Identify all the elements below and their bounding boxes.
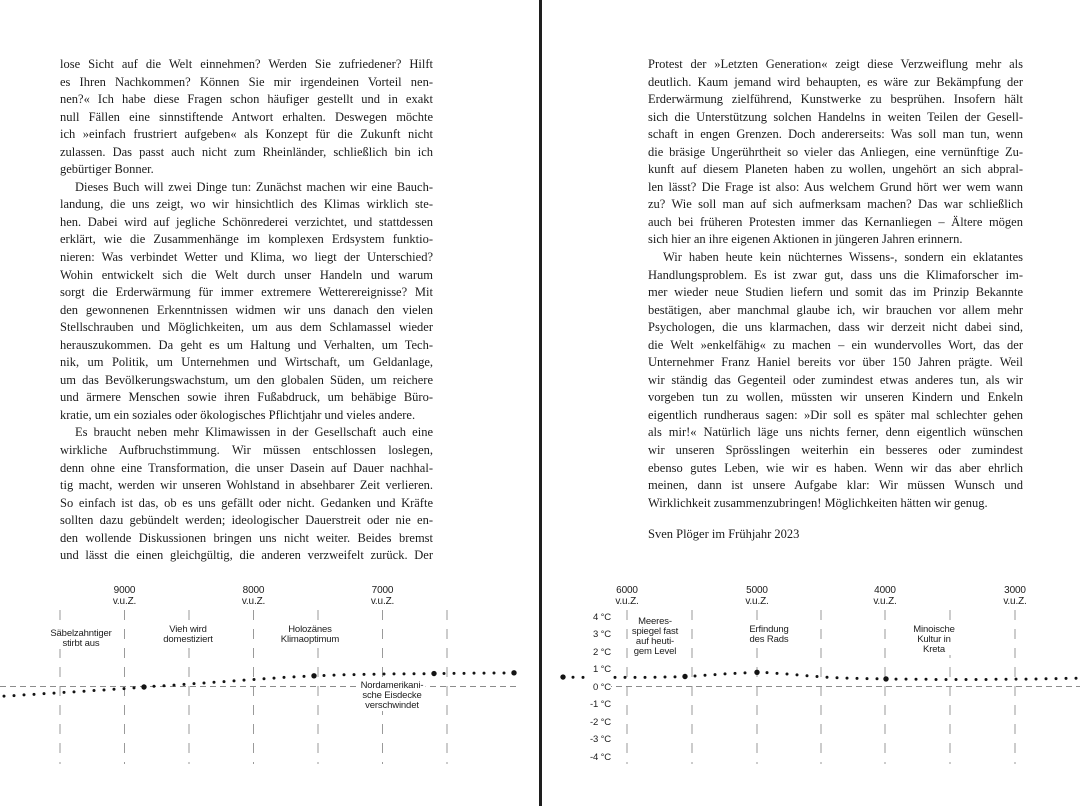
data-dot xyxy=(293,675,296,678)
data-dot xyxy=(766,671,769,674)
text-line: zu? Wie soll man auf sich aufmerksam machen? Das war schließlich xyxy=(648,197,1023,212)
data-dot xyxy=(63,691,66,694)
text-line: wir ständig das Gegenteil oder zumindest etwas anderes tun, als wir xyxy=(648,372,1023,387)
event-label-line: Vieh wird xyxy=(169,624,207,635)
data-dot xyxy=(343,673,346,676)
text-line: Erderwärmung zielführend, Kunstwerke zu besprühen. Insofern hält xyxy=(648,92,1023,107)
event-label-line: Meeres- xyxy=(638,616,672,627)
data-dot xyxy=(123,687,126,690)
data-dot xyxy=(503,672,506,675)
data-dot xyxy=(363,673,366,676)
data-dot xyxy=(1025,678,1028,681)
data-dot xyxy=(796,673,799,676)
event-label-line: domestiziert xyxy=(163,634,213,645)
data-dot xyxy=(173,684,176,687)
year-value: 7000 xyxy=(371,585,394,596)
text-line: deutlich. Kaum jemand wird behaupten, es wäre zur Bekämpfung der xyxy=(648,74,1023,89)
text-line: tig macht, werden wir unseren Wohlstand in absehbarer Zeit verlieren. xyxy=(60,478,433,493)
data-dot-highlight xyxy=(754,670,759,675)
text-line: Wirklichkeit zusammenzubringen! Möglichkeiten hätten wir genug. xyxy=(648,495,988,510)
text-line: Wir haben heute kein nüchternes Wissens-, sondern ein eklatantes xyxy=(663,250,1023,265)
data-dot xyxy=(786,673,789,676)
data-dot xyxy=(856,677,859,680)
data-dot xyxy=(133,686,136,689)
text-line: kratie, um ein soziales oder ökologisches Pflichtjahr und vieles andere. xyxy=(60,407,416,422)
data-dot xyxy=(113,688,116,691)
data-dot xyxy=(1075,677,1078,680)
data-dot xyxy=(43,692,46,695)
text-line: gebürtiger Bonner. xyxy=(60,162,154,177)
data-dot-highlight xyxy=(682,674,687,679)
text-line: null Fällen eine sinnstiftende Antwort erhalten. Deswegen möchte xyxy=(60,109,433,124)
data-dot xyxy=(915,678,918,681)
data-dot xyxy=(654,676,657,679)
data-dot xyxy=(23,693,26,696)
data-dot xyxy=(714,673,717,676)
text-line: die bräsige Ungerührtheit so vieler das Anliegen, eine vernünftige Zu- xyxy=(648,144,1023,159)
text-line: herauszukommen. Da geht es um Haltung und Verhalten, um Tech- xyxy=(60,337,433,352)
temp-tick-label: 0 °C xyxy=(568,682,611,693)
data-dot xyxy=(975,678,978,681)
data-dot xyxy=(644,676,647,679)
text-line: auch bei früheren Protesten immer das Kernanliegen – Ältere mögen xyxy=(648,214,1023,229)
data-dot xyxy=(53,692,56,695)
data-dot xyxy=(955,678,958,681)
text-line: den wollende Diskussionen bringen uns nicht weiter. Beides bremst xyxy=(60,530,433,545)
year-value: 9000 xyxy=(113,585,136,596)
data-dot xyxy=(3,695,6,698)
text-line: Es braucht neben mehr Klimawissen in der Gesellschaft auch eine xyxy=(75,425,433,440)
data-dot xyxy=(473,672,476,675)
data-dot xyxy=(413,672,416,675)
temp-tick-label: 4 °C xyxy=(568,612,611,623)
year-value: 5000 xyxy=(746,585,768,596)
data-dot xyxy=(776,672,779,675)
text-line: Protest der »Letzten Generation« zeigt diese Verzweiflung mehr als xyxy=(648,57,1023,71)
data-dot-highlight xyxy=(141,684,146,689)
text-line: zulassen. Das passt auch nicht zum Rheinländer, schließlich bin ich xyxy=(60,144,433,159)
text-line: Sven Plöger im Frühjahr 2023 xyxy=(648,527,800,542)
data-dot xyxy=(704,674,707,677)
event-label-line: Holozänes xyxy=(288,624,332,635)
text-line: die Welt »enkelfähig« zu machen – ein wundervolles Wort, das der xyxy=(648,337,1023,352)
text-line: Stellschrauben und Möglichkeiten, um aus dem Schlamassel wieder xyxy=(60,320,433,335)
data-dot xyxy=(965,678,968,681)
text-line: So einfach ist das, ob es uns gefällt oder nicht. Gedanken und Kräfte xyxy=(60,495,433,510)
text-line: es Ihren Nachkommen? Können Sie mir irgendeinen Vorteil nen- xyxy=(60,74,433,89)
data-dot xyxy=(93,689,96,692)
data-dot xyxy=(664,676,667,679)
data-dot xyxy=(213,681,216,684)
year-value: 4000 xyxy=(874,585,896,596)
year-value: 6000 xyxy=(616,585,638,596)
data-dot xyxy=(333,674,336,677)
text-line: Psychologen, die uns klarmachen, dass wir derzeit nicht dabei sind, xyxy=(648,320,1023,335)
data-dot xyxy=(33,693,36,696)
text-line: len lässt? Die Frage ist also: Aus welchem Grund hört wer wem wann xyxy=(648,179,1023,194)
data-dot xyxy=(1045,677,1048,680)
data-dot xyxy=(734,672,737,675)
event-label-line: sche Eisdecke xyxy=(362,690,422,701)
text-line: ebenso gutes Leben, wie wir es haben. Wenn wir das aber ehrlich xyxy=(648,460,1023,475)
data-dot xyxy=(423,672,426,675)
data-dot xyxy=(193,682,196,685)
data-dot xyxy=(403,672,406,675)
event-label-line: Nordamerikani- xyxy=(360,680,424,691)
text-line: wirkliche Aufbruchstimmung. Wir müssen entschlossen loslegen, xyxy=(60,443,433,458)
temp-tick-label: 3 °C xyxy=(568,629,611,640)
data-dot xyxy=(846,677,849,680)
year-value: 3000 xyxy=(1004,585,1026,596)
text-line: denn ohne eine Transformation, die unser Dasein auf Dauer nachhal- xyxy=(60,460,433,475)
data-dot xyxy=(876,677,879,680)
year-unit: v.u.Z. xyxy=(112,595,137,607)
data-dot-highlight xyxy=(311,673,316,678)
data-dot xyxy=(493,672,496,675)
data-dot xyxy=(373,673,376,676)
data-dot xyxy=(724,672,727,675)
data-dot xyxy=(453,672,456,675)
data-dot xyxy=(353,673,356,676)
data-dot xyxy=(744,671,747,674)
event-label-line: Klimaoptimum xyxy=(280,634,340,645)
data-dot xyxy=(905,678,908,681)
text-line: Handlungsproblem. Es ist zwar gut, dass uns die Klimaforscher im- xyxy=(648,267,1023,282)
data-dot-highlight xyxy=(883,676,888,681)
data-dot xyxy=(582,676,585,679)
data-dot xyxy=(1035,677,1038,680)
text-line: und lässt die einen gleichgültig, die anderen verzweifelt zurück. Der xyxy=(60,548,433,563)
text-line: ich »einfach frustriert aufgeben« als Konzept für die Zukunft nicht xyxy=(60,127,433,142)
text-line: kunft auf diesem Planeten haben zu wollen, ungehört an sich abpral- xyxy=(648,162,1023,177)
event-label-line: Kreta xyxy=(923,644,945,655)
data-dot xyxy=(1005,678,1008,681)
text-line: nieren: Was verbindet Wetter und Klima, wo liegt der Unterschied? xyxy=(60,250,433,265)
data-dot-highlight xyxy=(560,674,565,679)
data-dot xyxy=(806,674,809,677)
text-line: sollten dazu gebündelt werden; ideologischer Dauerstreit oder nie en- xyxy=(60,513,433,528)
data-dot xyxy=(243,679,246,682)
year-unit: v.u.Z. xyxy=(370,595,395,607)
temp-tick-label: 1 °C xyxy=(568,664,611,675)
text-line: Wohin entwickelt sich die Welt durch unser Handeln und warum xyxy=(60,267,433,282)
text-line: schaft in engen Grenzen. Doch andererseits: Was soll man tun, wenn xyxy=(648,127,1023,142)
data-dot xyxy=(203,681,206,684)
text-line: hen. Dabei wird auf jegliche Schönrederei verzichtet, und stattdessen xyxy=(60,214,433,229)
text-line: landung, die uns zeigt, wo wir hinsichtlich des Klimas wirklich ste- xyxy=(60,197,433,212)
temp-tick-label: -2 °C xyxy=(568,717,611,728)
text-line: lose Sicht auf die Welt einnehmen? Werden Sie zufriedener? Hilft xyxy=(60,57,433,71)
year-unit: v.u.Z. xyxy=(1003,595,1027,607)
data-dot xyxy=(925,678,928,681)
data-dot xyxy=(483,672,486,675)
data-dot xyxy=(674,675,677,678)
text-line: bestätigen, aber manchmal glaube ich, wir brauchen vor allem mehr xyxy=(648,302,1023,317)
text-line: eigentlich rundheraus sagen: »Dir soll es später mal schlechter gehen xyxy=(648,407,1023,422)
data-dot xyxy=(13,694,16,697)
text-line: sorgt die Erderwärmung für immer extremere Wetterereignisse? Mit xyxy=(60,285,433,300)
event-label-line: verschwindet xyxy=(365,700,419,711)
data-dot xyxy=(393,672,396,675)
text-line: mer wieder neue Studien liefern und somit das im Prinzip Bekannte xyxy=(648,285,1023,300)
data-dot xyxy=(945,678,948,681)
data-dot xyxy=(836,676,839,679)
text-line: Unternehmer Franz Haniel bereits vor über 150 Jahren prägte. Weil xyxy=(648,355,1023,370)
data-dot xyxy=(223,680,226,683)
data-dot xyxy=(73,690,76,693)
data-dot xyxy=(253,678,256,681)
year-unit: v.u.Z. xyxy=(873,595,897,607)
data-dot xyxy=(694,674,697,677)
data-dot xyxy=(153,685,156,688)
year-unit: v.u.Z. xyxy=(745,595,769,607)
text-line: sich die Unterstützung solchen Handelns in weiten Teilen der Gesell- xyxy=(648,109,1023,124)
year-unit: v.u.Z. xyxy=(615,595,639,607)
event-label-line: stirbt aus xyxy=(62,638,100,649)
text-line: vorgeben tun zu wollen, müssten wir unseren Kindern und Enkeln xyxy=(648,390,1023,405)
data-dot xyxy=(233,679,236,682)
year-unit: v.u.Z. xyxy=(241,595,266,607)
data-dot xyxy=(273,677,276,680)
temp-tick-label: -3 °C xyxy=(568,734,611,745)
event-label-line: Erfindung xyxy=(749,624,789,635)
data-dot xyxy=(183,683,186,686)
text-line: nik, um Politik, um Unternehmen und Wirtschaft, um Geldanlage, xyxy=(60,355,433,370)
data-dot xyxy=(263,677,266,680)
data-dot xyxy=(614,676,617,679)
data-dot xyxy=(634,676,637,679)
data-dot xyxy=(935,678,938,681)
text-line: meinen, dann ist unsere Aufgabe klar: Wir müssen Wunsch und xyxy=(648,478,1023,493)
temp-tick-label: 2 °C xyxy=(568,647,611,658)
data-dot xyxy=(995,678,998,681)
text-line: und ärmere Menschen sowie ihren Fußabdruck, um behäbige Büro- xyxy=(60,390,433,405)
year-value: 8000 xyxy=(242,585,265,596)
data-dot xyxy=(1055,677,1058,680)
text-line: den gewonnenen Erkenntnissen widmen wir uns danach den vielen xyxy=(60,302,433,317)
data-dot xyxy=(283,676,286,679)
data-dot xyxy=(866,677,869,680)
temp-tick-label: -1 °C xyxy=(568,699,611,710)
data-dot xyxy=(463,672,466,675)
event-label-line: Minoische xyxy=(913,624,955,635)
data-dot-highlight xyxy=(511,670,516,675)
data-dot xyxy=(895,678,898,681)
text-line: um das Bevölkerungswachstum, um den globalen Süden, um reichere xyxy=(60,372,433,387)
event-label-line: Kultur in xyxy=(917,634,951,645)
data-dot xyxy=(383,673,386,676)
data-dot xyxy=(323,674,326,677)
data-dot xyxy=(103,688,106,691)
text-line: erklärt, wie die Zusammenhänge im komplexen Erdsystem funktio- xyxy=(60,232,433,247)
temp-tick-label: -4 °C xyxy=(568,752,611,763)
data-dot xyxy=(985,678,988,681)
data-dot xyxy=(1015,678,1018,681)
text-line: sich hier an ihre eigenen Aktionen in jüngeren Jahren erinnern. xyxy=(648,232,963,247)
data-dot xyxy=(443,672,446,675)
data-dot xyxy=(163,684,166,687)
data-dot xyxy=(572,676,575,679)
event-label-line: auf heuti- xyxy=(635,636,675,647)
data-dot xyxy=(1065,677,1068,680)
event-label-line: spiegel fast xyxy=(631,626,679,637)
data-dot-highlight xyxy=(431,671,436,676)
event-label-line: Säbelzahntiger xyxy=(50,628,112,639)
data-dot xyxy=(816,675,819,678)
data-dot xyxy=(826,676,829,679)
data-dot xyxy=(83,690,86,693)
text-line: wir unseren Sprösslingen weiterhin ein besseres oder zumindest xyxy=(648,443,1023,458)
event-label-line: des Rads xyxy=(749,634,789,645)
event-label-line: gem Level xyxy=(633,646,677,657)
data-dot xyxy=(303,675,306,678)
text-line: nen?« Ich habe diese Fragen schon häufiger gestellt und in exakt xyxy=(60,92,433,107)
text-line: Dieses Buch will zwei Dinge tun: Zunächst machen wir eine Bauch- xyxy=(75,179,433,194)
text-line: als mir!« Natürlich läge uns nichts ferner, denn eigentlich wünschen xyxy=(648,425,1023,440)
data-dot xyxy=(624,676,627,679)
